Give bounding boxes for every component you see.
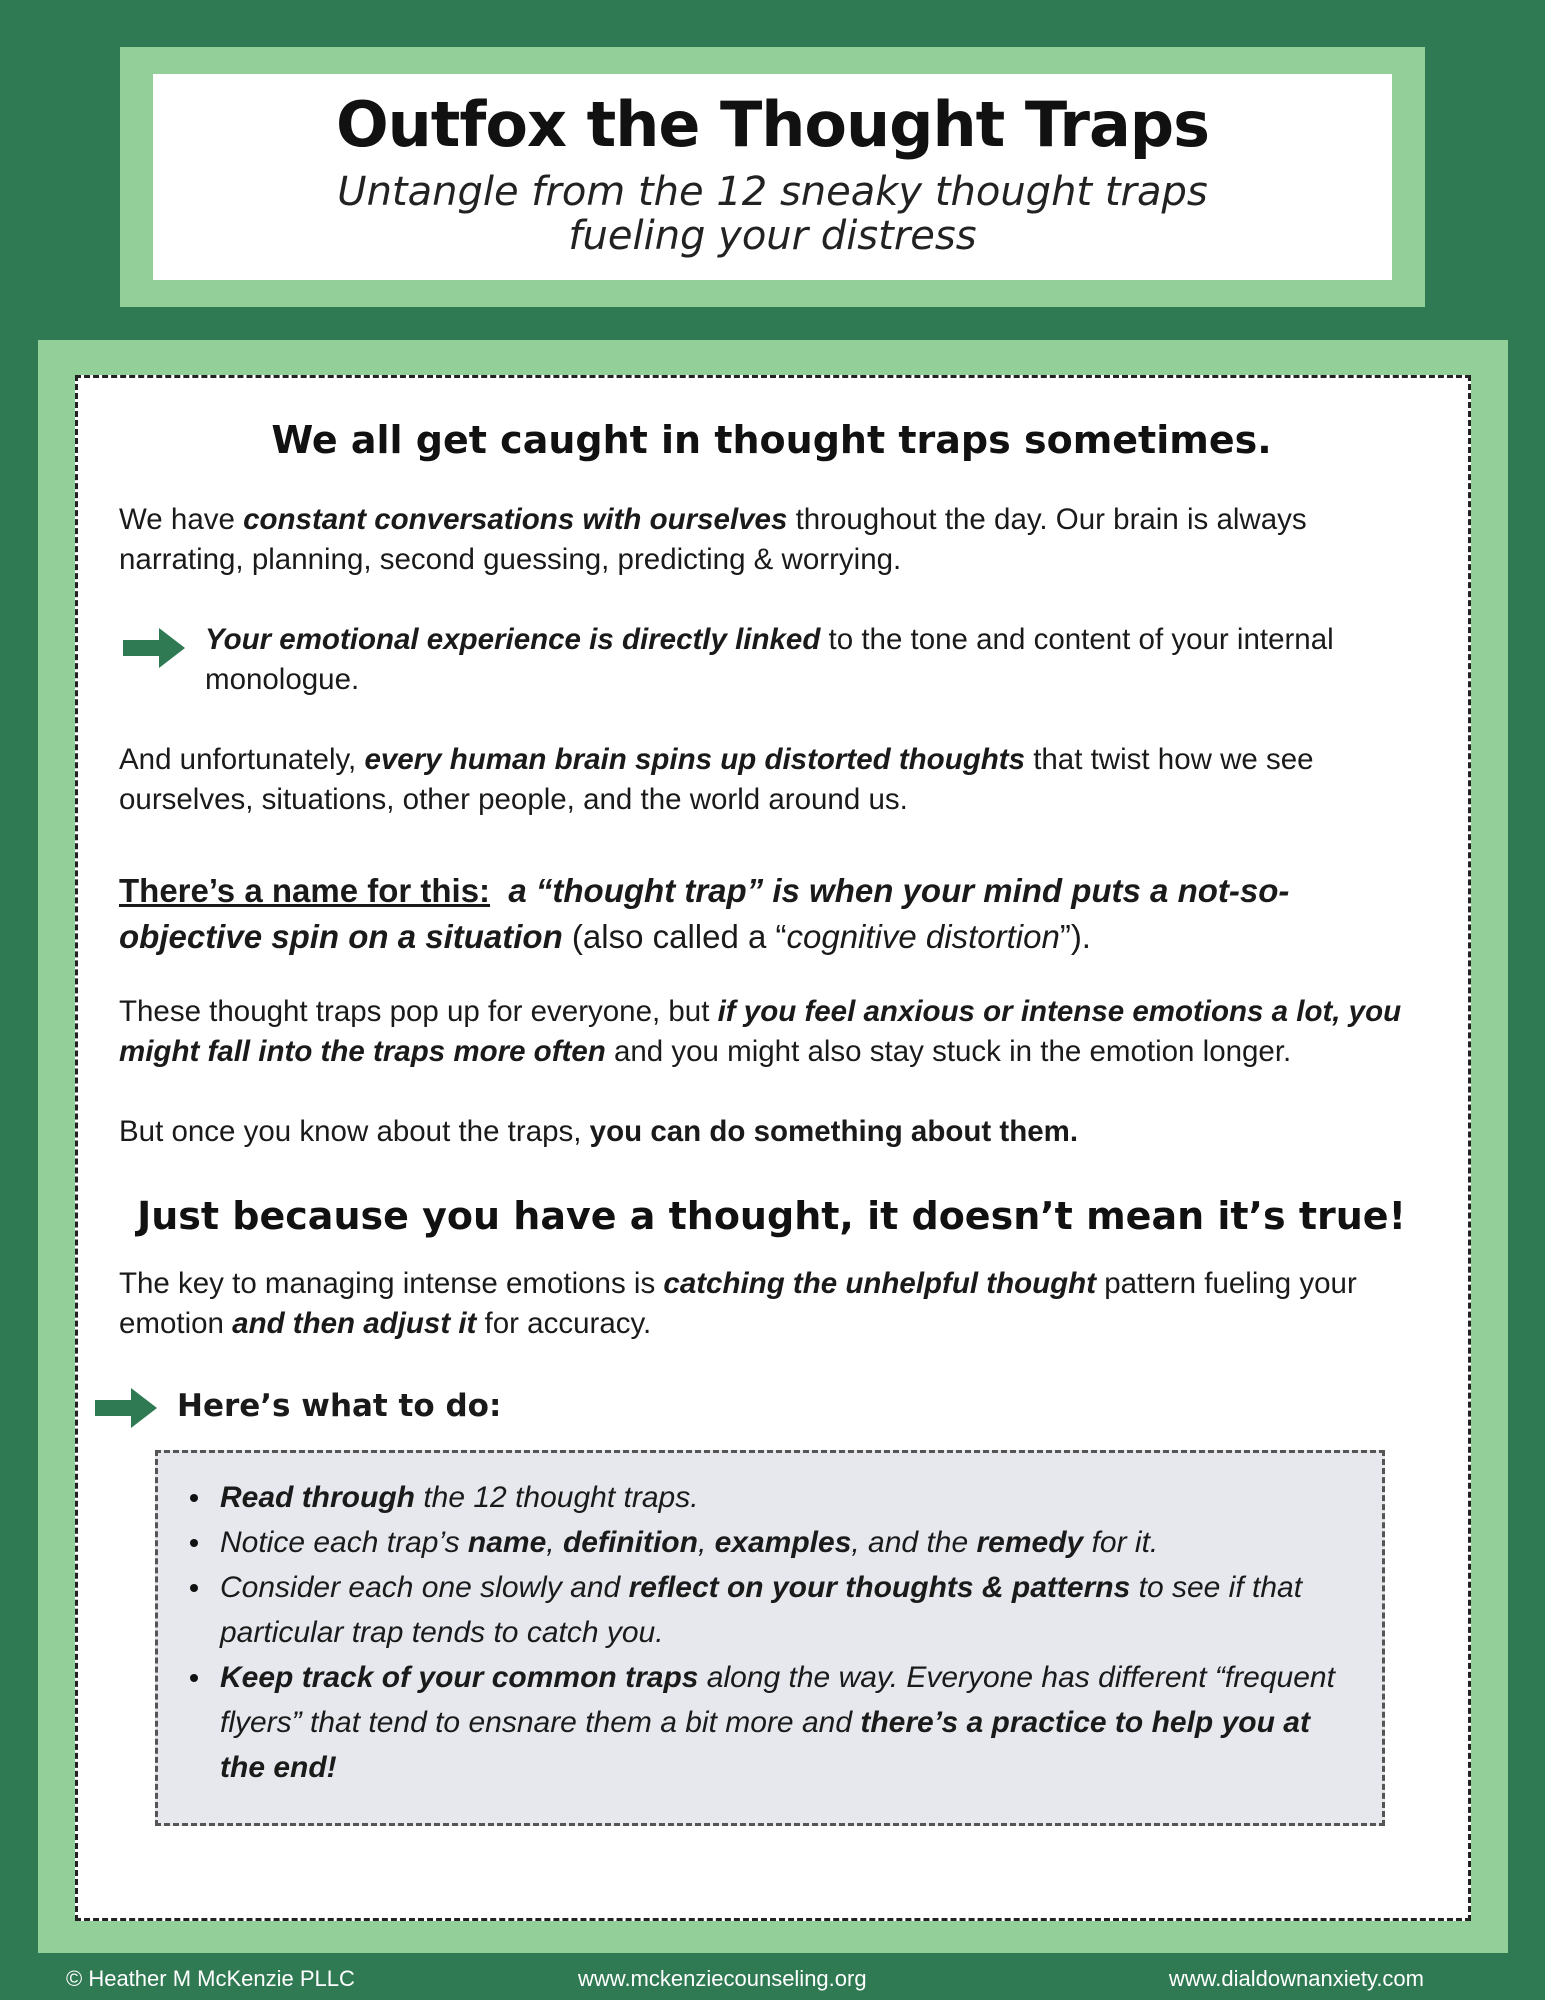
footer-link-mckenzie[interactable]: www.mckenziecounseling.org (578, 1966, 867, 1991)
section-heading-caught: We all get caught in thought traps sometimes. (271, 418, 1272, 462)
emphasis: name (467, 1526, 547, 1559)
todo-label: Here’s what to do: (177, 1388, 502, 1424)
steps-box (155, 1450, 1385, 1826)
emphasis: definition (562, 1526, 698, 1559)
subtitle-line-1: Untangle from the 12 sneaky thought traps (337, 169, 1208, 215)
list-item (220, 1655, 1362, 1790)
text: We have (119, 503, 244, 536)
text: for accuracy. (476, 1307, 652, 1340)
paragraph-do-something (119, 1112, 1424, 1152)
bullet-icon (190, 1584, 198, 1592)
footer-link-dialdown[interactable]: www.dialdownanxiety.com (1168, 1966, 1424, 1991)
text: pattern fueling your emotion (119, 1267, 1357, 1340)
list-item (220, 1475, 1362, 1520)
text: to the tone and content of your internal monologue. (205, 623, 1334, 696)
emphasis: every human brain spins up distorted thoughts (364, 743, 1025, 776)
text: These thought traps pop up for everyone, but (119, 995, 718, 1028)
emphasis: there’s a practice to help you at the end! (220, 1706, 1310, 1784)
paragraph-conversations (119, 500, 1424, 580)
paragraph-emotional-link (119, 620, 1424, 700)
bullet-icon (190, 1674, 198, 1682)
text: , and the (851, 1526, 977, 1559)
emphasis: remedy (976, 1526, 1084, 1559)
text: And unfortunately, (119, 743, 365, 776)
emphasis: Read through (220, 1481, 415, 1514)
paragraph-distorted-thoughts (119, 740, 1424, 820)
emphasis: a “thought trap” is when your mind puts a not-so-objective spin on a situation (119, 872, 1290, 955)
page-title: Outfox the Thought Traps (335, 88, 1210, 161)
text: throughout the day. Our brain is always narrating, planning, second guessing, predicting & worrying. (119, 503, 1307, 576)
emphasis: Keep track of your common traps (220, 1661, 699, 1694)
text: the 12 thought traps. (415, 1481, 699, 1514)
subtitle-line-2: fueling your distress (568, 213, 977, 259)
bullet-icon (190, 1539, 198, 1547)
content-panel (75, 375, 1471, 1921)
list-item (220, 1520, 1362, 1565)
text: along the way. Everyone has different “frequent flyers” that tend to ensnare them a bit more and (220, 1661, 1335, 1739)
text: Consider each one slowly and (220, 1571, 629, 1604)
footer-copyright: © Heather M McKenzie PLLC (66, 1966, 355, 1991)
paragraph-key (119, 1264, 1424, 1344)
text: The key to managing intense emotions is (119, 1267, 664, 1300)
emphasis: if you feel anxious or intense emotions a lot, you might fall into the traps more often (119, 995, 1402, 1068)
footer (0, 1958, 1545, 2000)
steps-list (220, 1475, 1362, 1790)
emphasis: examples (714, 1526, 852, 1559)
emphasis: constant conversations with ourselves (243, 503, 788, 536)
text: (also called a “ (562, 918, 787, 955)
italic-term: cognitive distortion (786, 918, 1060, 955)
emphasis: and then adjust it (232, 1307, 477, 1340)
text: ”). (1059, 918, 1091, 955)
list-item (220, 1565, 1362, 1655)
text: , (697, 1526, 715, 1559)
arrow-right-icon (123, 628, 185, 668)
arrow-right-icon (95, 1388, 157, 1428)
text: to see if that particular trap tends to catch you. (220, 1571, 1303, 1649)
text: , (546, 1526, 563, 1559)
paragraph-pop-up (119, 992, 1424, 1072)
text: But once you know about the traps, (119, 1115, 590, 1148)
title-box (153, 74, 1392, 280)
page-subtitle (153, 170, 1392, 258)
emphasis: Your emotional experience is directly linked (205, 623, 821, 656)
emphasis: you can do something about them. (589, 1115, 1079, 1148)
bullet-icon (190, 1494, 198, 1502)
text: for it. (1083, 1526, 1159, 1559)
text: and you might also stay stuck in the emotion longer. (605, 1035, 1292, 1068)
underlined-lead: There’s a name for this: (119, 872, 491, 909)
text: Notice each trap’s (220, 1526, 468, 1559)
title-frame (120, 47, 1425, 307)
section-heading-not-true: Just because you have a thought, it doesn’t mean it’s true! (137, 1194, 1406, 1238)
emphasis: reflect on your thoughts & patterns (628, 1571, 1131, 1604)
paragraph-thought-trap-definition (119, 868, 1424, 960)
todo-heading (119, 1384, 1424, 1428)
main-frame (38, 340, 1508, 1953)
text: that twist how we see ourselves, situations, other people, and the world around us. (119, 743, 1314, 816)
emphasis: catching the unhelpful thought (663, 1267, 1097, 1300)
